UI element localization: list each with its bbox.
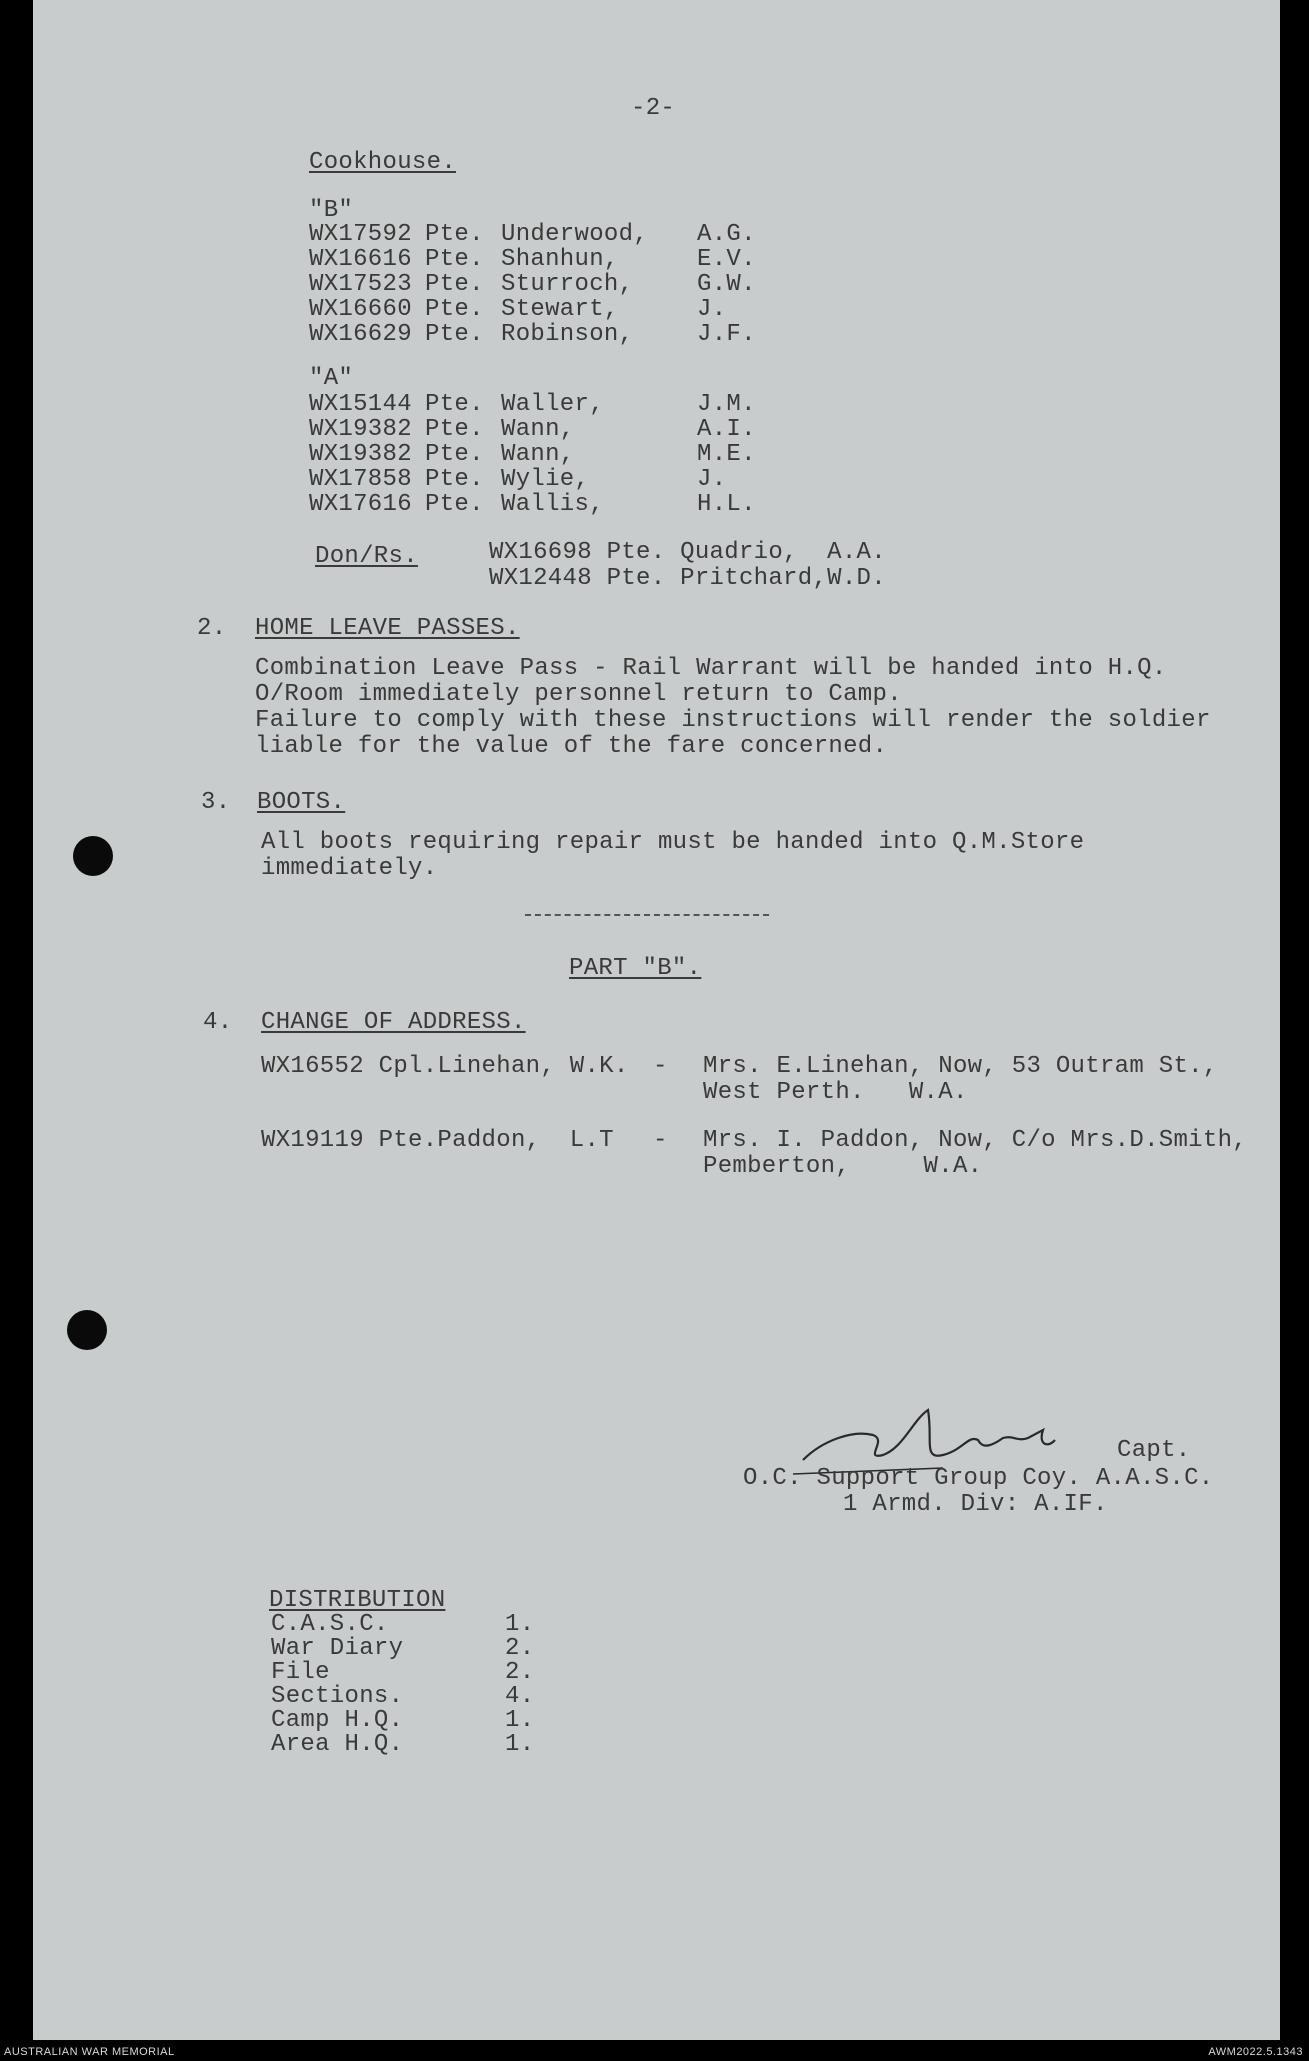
group-label-a: "A" <box>309 365 354 392</box>
section-2-heading: HOME LEAVE PASSES. <box>255 615 520 642</box>
page-number: -2- <box>631 95 676 122</box>
address-line: Pemberton, W.A. <box>703 1153 983 1180</box>
don-row: WX16698 Pte. Quadrio, A.A. <box>489 539 886 566</box>
distribution-count: 2. <box>505 1635 535 1662</box>
rank: Pte. <box>425 466 484 493</box>
rank: Pte. <box>425 246 484 273</box>
section-2-line: O/Room immediately personnel return to Camp. <box>255 681 902 708</box>
section-2-line: Failure to comply with these instructions will render the soldier <box>255 707 1211 734</box>
distribution-recipient: Area H.Q. <box>271 1731 404 1758</box>
service-number: WX17523 <box>309 271 412 298</box>
rank: Pte. <box>425 296 484 323</box>
service-number: WX17616 <box>309 491 412 518</box>
surname: Stewart, <box>501 296 619 323</box>
section-4-number: 4. <box>203 1009 233 1036</box>
surname: Wann, <box>501 441 575 468</box>
section-3-line: immediately. <box>261 855 438 882</box>
surname: Wylie, <box>501 466 590 493</box>
part-b-heading: PART "B". <box>569 955 702 982</box>
address-person: WX16552 Cpl.Linehan, W.K. <box>261 1053 629 1080</box>
service-number: WX16629 <box>309 321 412 348</box>
surname: Robinson, <box>501 321 634 348</box>
distribution-recipient: C.A.S.C. <box>271 1611 389 1638</box>
initials: J. <box>697 296 727 323</box>
footer-left: AUSTRALIAN WAR MEMORIAL <box>4 2046 175 2058</box>
punch-hole-bottom <box>67 1310 107 1350</box>
don-row: WX12448 Pte. Pritchard,W.D. <box>489 565 886 592</box>
surname: Shanhun, <box>501 246 619 273</box>
footer-right: AWM2022.5.1343 <box>1208 2046 1303 2058</box>
surname: Wann, <box>501 416 575 443</box>
section-2-line: liable for the value of the fare concerned. <box>255 733 888 760</box>
address-person: WX19119 Pte.Paddon, L.T <box>261 1127 614 1154</box>
initials: J. <box>697 466 727 493</box>
rank: Pte. <box>425 491 484 518</box>
distribution-count: 2. <box>505 1659 535 1686</box>
service-number: WX15144 <box>309 391 412 418</box>
rank: Pte. <box>425 321 484 348</box>
initials: A.G. <box>697 221 756 248</box>
distribution-recipient: War Diary <box>271 1635 404 1662</box>
section-2-line: Combination Leave Pass - Rail Warrant will be handed into H.Q. <box>255 655 1167 682</box>
group-label-b: "B" <box>309 197 354 224</box>
service-number: WX16616 <box>309 246 412 273</box>
rank: Pte. <box>425 416 484 443</box>
surname: Sturroch, <box>501 271 634 298</box>
address-dash: - <box>653 1127 668 1154</box>
section-3-line: All boots requiring repair must be handed into Q.M.Store <box>261 829 1085 856</box>
address-line: Mrs. I. Paddon, Now, C/o Mrs.D.Smith, <box>703 1127 1247 1154</box>
service-number: WX19382 <box>309 416 412 443</box>
rank: Pte. <box>425 221 484 248</box>
initials: E.V. <box>697 246 756 273</box>
initials: J.F. <box>697 321 756 348</box>
surname: Waller, <box>501 391 604 418</box>
initials: G.W. <box>697 271 756 298</box>
rank: Pte. <box>425 391 484 418</box>
distribution-count: 1. <box>505 1731 535 1758</box>
signature-line: O.C. Support Group Coy. A.A.S.C. <box>743 1465 1214 1492</box>
signature-rank: Capt. <box>1117 1437 1191 1464</box>
rank: Pte. <box>425 271 484 298</box>
punch-hole-top <box>73 836 113 876</box>
initials: M.E. <box>697 441 756 468</box>
section-2-number: 2. <box>197 615 227 642</box>
distribution-heading: DISTRIBUTION <box>269 1587 446 1614</box>
service-number: WX17858 <box>309 466 412 493</box>
service-number: WX17592 <box>309 221 412 248</box>
distribution-count: 1. <box>505 1707 535 1734</box>
surname: Underwood, <box>501 221 649 248</box>
distribution-recipient: Camp H.Q. <box>271 1707 404 1734</box>
initials: H.L. <box>697 491 756 518</box>
service-number: WX19382 <box>309 441 412 468</box>
section-3-number: 3. <box>201 789 231 816</box>
divider-rule <box>525 914 769 916</box>
address-line: Mrs. E.Linehan, Now, 53 Outram St., <box>703 1053 1218 1080</box>
distribution-count: 1. <box>505 1611 535 1638</box>
section-4-heading: CHANGE OF ADDRESS. <box>261 1009 526 1036</box>
address-line: West Perth. W.A. <box>703 1079 968 1106</box>
signature-line: 1 Armd. Div: A.IF. <box>843 1491 1108 1518</box>
document-page <box>33 0 1280 2040</box>
rank: Pte. <box>425 441 484 468</box>
address-dash: - <box>653 1053 668 1080</box>
service-number: WX16660 <box>309 296 412 323</box>
distribution-recipient: File <box>271 1659 330 1686</box>
surname: Wallis, <box>501 491 604 518</box>
don-label: Don/Rs. <box>315 543 418 570</box>
initials: A.I. <box>697 416 756 443</box>
distribution-count: 4. <box>505 1683 535 1710</box>
section-3-heading: BOOTS. <box>257 789 346 816</box>
initials: J.M. <box>697 391 756 418</box>
cookhouse-heading: Cookhouse. <box>309 149 457 176</box>
distribution-recipient: Sections. <box>271 1683 404 1710</box>
